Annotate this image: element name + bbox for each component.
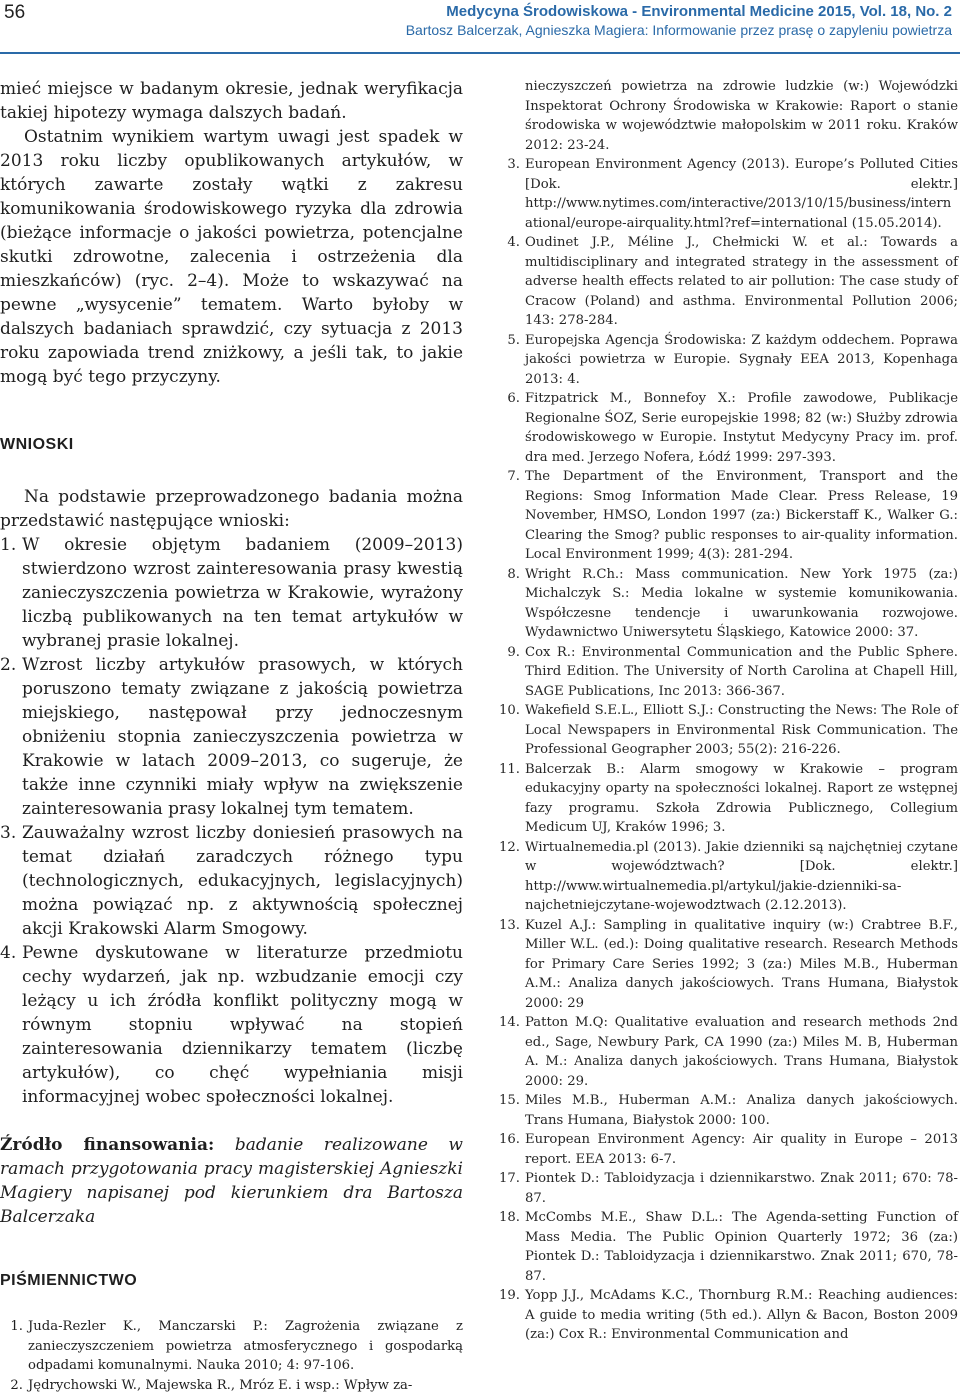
reference-item <box>497 389 958 467</box>
conclusion-text: W okresie objętym badaniem (2009–2013) stwierdzono wzrost zainteresowania prasy kwestią zanieczyszczenia powietrza w Krakowie, wyrażony liczbą publikowanych na ten temat artykułów w wybranej prasie lokalnej. <box>22 535 463 651</box>
reference-text: Balcerzak B.: Alarm smogowy w Krakowie – program edukacyjny oparty na społeczności lokalnej. Raport ze wstępnej fazy programu. Szkoła Zdrowia Publicznego, Collegium Medicum UJ, Kraków 1996; 3. <box>525 761 958 835</box>
reference-number: 12. <box>499 839 520 855</box>
reference-text: Juda-Rezler K., Manczarski P.: Zagrożenia związane z zanieczyszczeniem powietrza atmosferycznego i gospodarką odpadami komunalnymi. Nauka 2010; 4: 97-106. <box>28 1319 463 1373</box>
reference-text: Miles M.B., Huberman A.M.: Analiza danych jakościowych. Trans Humana, Białystok 2000: 100. <box>525 1093 958 1128</box>
reference-text: Fitzpatrick M., Bonnefoy X.: Profile zawodowe, Publikacje Regionalne ŚOZ, Serie europejskie 1998; 82 (w:) Służby zdrowia środowiskowego w Europie. Instytut Medycyny Pracy im. prof. dra med. Jerzego Nofera, Łódź 1999: 297-393. <box>525 391 958 465</box>
reference-item <box>0 1376 463 1396</box>
reference-number: 6. <box>507 391 520 406</box>
reference-text: Europejska Agencja Środowiska: Z każdym oddechem. Poprawa jakości powietrza w Europie. Sygnały EEA 2013, Kopenhaga 2013: 4. <box>525 332 958 387</box>
reference-item <box>0 1317 463 1376</box>
reference-number: 13. <box>499 917 520 933</box>
reference-number: 4. <box>507 235 520 250</box>
reference-text: Patton M.Q: Qualitative evaluation and research methods 2nd ed., Sage, Newbury Park, CA 1990 (za:) Miles M. B, Huberman A. M.: Analiza danych jakościowych. Trans Humana, Białystok 2000: 29. <box>525 1015 958 1089</box>
page-number: 56 <box>4 2 26 23</box>
reference-item <box>497 838 958 916</box>
reference-item <box>497 760 958 838</box>
reference-item <box>497 1130 958 1169</box>
reference-item <box>497 467 958 565</box>
reference-number: 16. <box>499 1132 520 1147</box>
reference-number: 9. <box>507 644 520 660</box>
right-column <box>497 77 958 1345</box>
reference-item <box>497 701 958 760</box>
reference-item <box>497 1169 958 1208</box>
reference-continuation: nieczyszczeń powietrza na zdrowie ludzkie (w:) Wojewódzki Inspektorat Ochrony Środowiska w Krakowie: Raport o stanie środowiska w województwie małopolskim w 2011 roku. Kraków 2012: 23-24. <box>525 79 958 153</box>
conclusion-item <box>0 533 463 653</box>
reference-item <box>497 155 958 233</box>
reference-item <box>497 1286 958 1345</box>
reference-item <box>497 643 958 702</box>
reference-number: 5. <box>507 332 520 348</box>
reference-text: Jędrychowski W., Majewska R., Mróz E. i wsp.: Wpływ za- <box>28 1377 413 1393</box>
reference-item <box>497 331 958 390</box>
reference-number: 7. <box>507 469 520 484</box>
reference-text: The Department of the Environment, Transport and the Regions: Smog Information Made Clear. Press Release, 19 November, HMSO, London 1997 (za:) Bickerstaff K., Walker G.: Clearing the Smog? public responses to air-quality information. Local Environment 1999; 4(3): 281-294. <box>525 469 958 562</box>
paragraph-main: Ostatnim wynikiem wartym uwagi jest spadek w 2013 roku liczby opublikowanych artykułów, w których zawarte zostały wątki z zakresu komunikowania środowiskowego ryzyka dla zdrowia (bieżące informacje o jakości powietrza, potencjalne skutki zdrowotne, zalecenia i ostrzeżenia dla mieszkańców) (ryc. 2–4). Może to wskazywać na pewne „wysycenie” tematem. Warto byłoby w dalszych badaniach sprawdzić, czy sytuacja z 2013 roku zapowiada trend zniżkowy, a jeśli tak, to jakie mogą być tego przyczyny. <box>0 127 463 387</box>
reference-text: Piontek D.: Tabloidyzacja i dziennikarstwo. Znak 2011; 670: 78-87. <box>525 1171 958 1206</box>
reference-text: Oudinet J.P., Méline J., Chełmicki W. et al.: Towards a multidisciplinary and integrated strategy in the assessment of adverse health effects related to air pollution: The case study of Cracow (Poland) and asthma. Environmental Pollution 2006; 143: 278-284. <box>525 235 958 328</box>
conclusion-number: 4. <box>0 943 17 963</box>
reference-number: 1. <box>10 1319 23 1334</box>
reference-item <box>497 1208 958 1286</box>
reference-number: 18. <box>499 1210 520 1225</box>
reference-text: Cox R.: Environmental Communication and the Public Sphere. Third Edition. The University of North Carolina at Chapell Hill, SAGE Publications, Inc 2013: 366-367. <box>525 644 958 699</box>
conclusion-item <box>0 821 463 941</box>
reference-text: Wright R.Ch.: Mass communication. New York 1975 (za:) Michalczyk S.: Media lokalne w systemie komunikowania. Współczesne tendencje i uwarunkowania rozwojowe. Wydawnictwo Uniwersytetu Śląskiego, Katowice 2000: 37. <box>525 566 958 640</box>
conclusion-text: Zauważalny wzrost liczby doniesień prasowych na temat działań zaradczych różnego typu (technologicznych, edukacyjnych, legislacyjnych) można powiązać np. z aktywnością społecznej akcji Krakowski Alarm Smogowy. <box>22 823 463 939</box>
reference-number: 14. <box>499 1015 520 1030</box>
reference-number: 10. <box>499 703 520 718</box>
conclusion-text: Wzrost liczby artykułów prasowych, w których poruszono tematy związane z jakością powietrza miejskiego, następował przy jednoczesnym obniżeniu stopnia zanieczyszczenia powietrza w Krakowie w latach 2009–2013, co sugeruje, że także inne czynniki miały wpływ na zwiększenie zainteresowania prasy lokalnej tym tematem. <box>22 655 463 819</box>
header-divider <box>0 52 960 54</box>
reference-item <box>497 1013 958 1091</box>
reference-item <box>497 916 958 1014</box>
conclusion-number: 3. <box>0 823 17 843</box>
conclusions-intro: Na podstawie przeprowadzonego badania można przedstawić następujące wnioski: <box>0 487 463 531</box>
funding-label: Źródło finansowania: <box>0 1135 215 1155</box>
reference-text: Wirtualnemedia.pl (2013). Jakie dzienniki są najchętniej czytane w województwach? [Dok. elektr.] http://www.wirtualnemedia.pl/artykul/jakie-dzienniki-sa-najchetniejczytane-wojewodztwach (2.12.2013). <box>525 839 958 913</box>
conclusions-heading: WNIOSKI <box>0 436 74 453</box>
reference-item <box>497 1091 958 1130</box>
reference-number: 15. <box>499 1093 520 1108</box>
reference-number: 3. <box>507 157 520 172</box>
references-heading: PIŚMIENNICTWO <box>0 1272 138 1289</box>
funding-text: badanie realizowane w ramach przygotowania pracy magisterskiej Agnieszki Magiery napisanej pod kierunkiem dra Bartosza Balcerzaka <box>0 1135 463 1227</box>
conclusion-number: 1. <box>0 535 17 555</box>
reference-number: 2. <box>10 1377 23 1393</box>
running-title: Bartosz Balcerzak, Agnieszka Magiera: Informowanie przez prasę o zapyleniu powietrza <box>405 22 952 38</box>
reference-text: European Environment Agency (2013). Europe’s Polluted Cities [Dok. elektr.] http://www.nytimes.com/interactive/2013/10/15/business/international/europe-airquality.html?ref=international (15.05.2014). <box>525 157 958 231</box>
reference-text: Yopp J.J., McAdams K.C., Thornburg R.M.: Reaching audiences: A guide to media writing (5th ed.). Allyn & Bacon, Boston 2009 (za:) Cox R.: Environmental Communication and <box>525 1288 958 1342</box>
conclusion-item <box>0 941 463 1109</box>
reference-number: 17. <box>499 1171 520 1186</box>
reference-text: McCombs M.E., Shaw D.L.: The Agenda-setting Function of Mass Media. The Public Opinion Quarterly 1972; 36 (za:) Piontek D.: Tabloidyzacja i dziennikarstwo. Znak 2011; 670, 78-87. <box>525 1210 958 1284</box>
funding-note <box>0 1133 463 1229</box>
reference-text: Kuzel A.J.: Sampling in qualitative inquiry (w:) Crabtree B.F., Miller W.L. (ed.): Doing qualitative research. Research Methods for Primary Care Series 1992; 3 (za:) Miles M.B., Huberman A.M.: Analiza danych jakościowych. Trans Humana, Białystok 2000: 29 <box>525 917 958 1011</box>
left-column <box>0 77 463 1395</box>
reference-list <box>0 1317 463 1395</box>
reference-number: 8. <box>507 566 520 582</box>
reference-number: 19. <box>499 1288 520 1303</box>
reference-text: European Environment Agency: Air quality in Europe – 2013 report. EEA 2013: 6-7. <box>525 1132 958 1167</box>
journal-title: Medycyna Środowiskowa - Environmental Medicine 2015, Vol. 18, No. 2 <box>446 3 952 20</box>
conclusion-text: Pewne dyskutowane w literaturze przedmiotu cechy wydarzeń, jak np. wzbudzanie emocji czy leżący u ich źródła konflikt polityczny mogą w równym stopniu wpływać na stopień zainteresowania dziennikarzy tematem (liczbę artykułów), co chęć wypełniania misji informacyjnej wobec społeczności lokalnej. <box>22 943 463 1107</box>
conclusion-number: 2. <box>0 655 17 675</box>
conclusion-item <box>0 653 463 821</box>
reference-text: Wakefield S.E.L., Elliott S.J.: Constructing the News: The Role of Local Newspapers in Environmental Risk Communication. The Professional Geographer 2003; 55(2): 216-226. <box>525 703 958 757</box>
reference-number: 11. <box>499 761 520 777</box>
reference-item <box>497 565 958 643</box>
paragraph-continued: mieć miejsce w badanym okresie, jednak weryfikacja takiej hipotezy wymaga dalszych badań. <box>0 79 463 123</box>
reference-item <box>497 233 958 331</box>
